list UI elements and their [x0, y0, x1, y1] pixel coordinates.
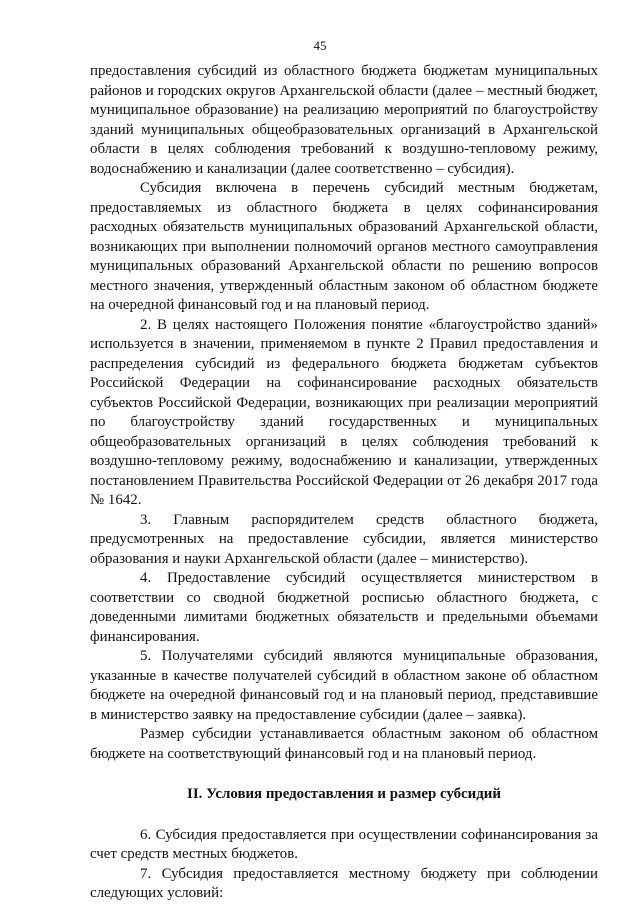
paragraph: 6. Субсидия предоставляется при осуществлении софинансирования за счет средств местных бюджетов. — [90, 826, 598, 862]
paragraph: предоставления субсидий из областного бюджета бюджетам муниципальных районов и городских округов Архангельской области (далее – местный бюджет, муниципальное образование) на реализацию мероприятий по благоустройству зданий муниципальных общеобразовательных организаций в Архангельской области в целях соблюдения требований к воздушно-тепловому режиму, водоснабжению и канализации (далее соответственно – субсидия). — [90, 63, 598, 177]
paragraph: Субсидия включена в перечень субсидий местным бюджетам, предоставляемых из областного бюджета в целях софинансирования расходных обязательств муниципальных образований Архангельской области, возникающих при выполнении полномочий органов местного самоуправления муниципальных образований Архангельской области по решению вопросов местного значения, утвержденный областным законом об областном бюджете на очередной финансовый год и на плановый период. — [90, 180, 598, 313]
paragraph: 5. Получателями субсидий являются муниципальные образования, указанные в качестве получателей субсидий в областном законе об областном бюджете на очередной финансовый год и на плановый период, представившие в министерство заявку на предоставление субсидии (далее – заявка). — [90, 648, 598, 723]
paragraph: 2. В целях настоящего Положения понятие «благоустройство зданий» используется в значении, применяемом в пункте 2 Правил предоставления и распределения субсидий из федерального бюджета бюджетам субъектов Российской Федерации на софинансирование расходных обязательств субъектов Российской Федерации, возникающих при реализации мероприятий по благоустройству зданий государственных и муниципальных общеобразовательных организаций в целях соблюдения требований к воздушно-тепловому режиму, водоснабжению и канализации, утвержденных постановлением Правительства Российской Федерации от 26 декабря 2017 года № 1642. — [90, 316, 598, 508]
section-heading: II. Условия предоставления и размер субсидий — [187, 786, 501, 802]
document-body — [90, 62, 598, 904]
paragraph: 3. Главным распорядителем средств областного бюджета, предусмотренных на предоставление субсидии, является министерство образования и науки Архангельской области (далее – министерство). — [90, 511, 598, 567]
paragraph: 4. Предоставление субсидий осуществляется министерством в соответствии со сводной бюджетной росписью областного бюджета, с доведенными лимитами бюджетных обязательств и предельными объемами финансирования. — [90, 570, 598, 645]
paragraph: 7. Субсидия предоставляется местному бюджету при соблюдении следующих условий: — [90, 865, 598, 901]
paragraph: Размер субсидии устанавливается областным законом об областном бюджете на соответствующий финансовый год и на плановый период. — [90, 726, 598, 762]
page-number: 45 — [313, 38, 327, 53]
